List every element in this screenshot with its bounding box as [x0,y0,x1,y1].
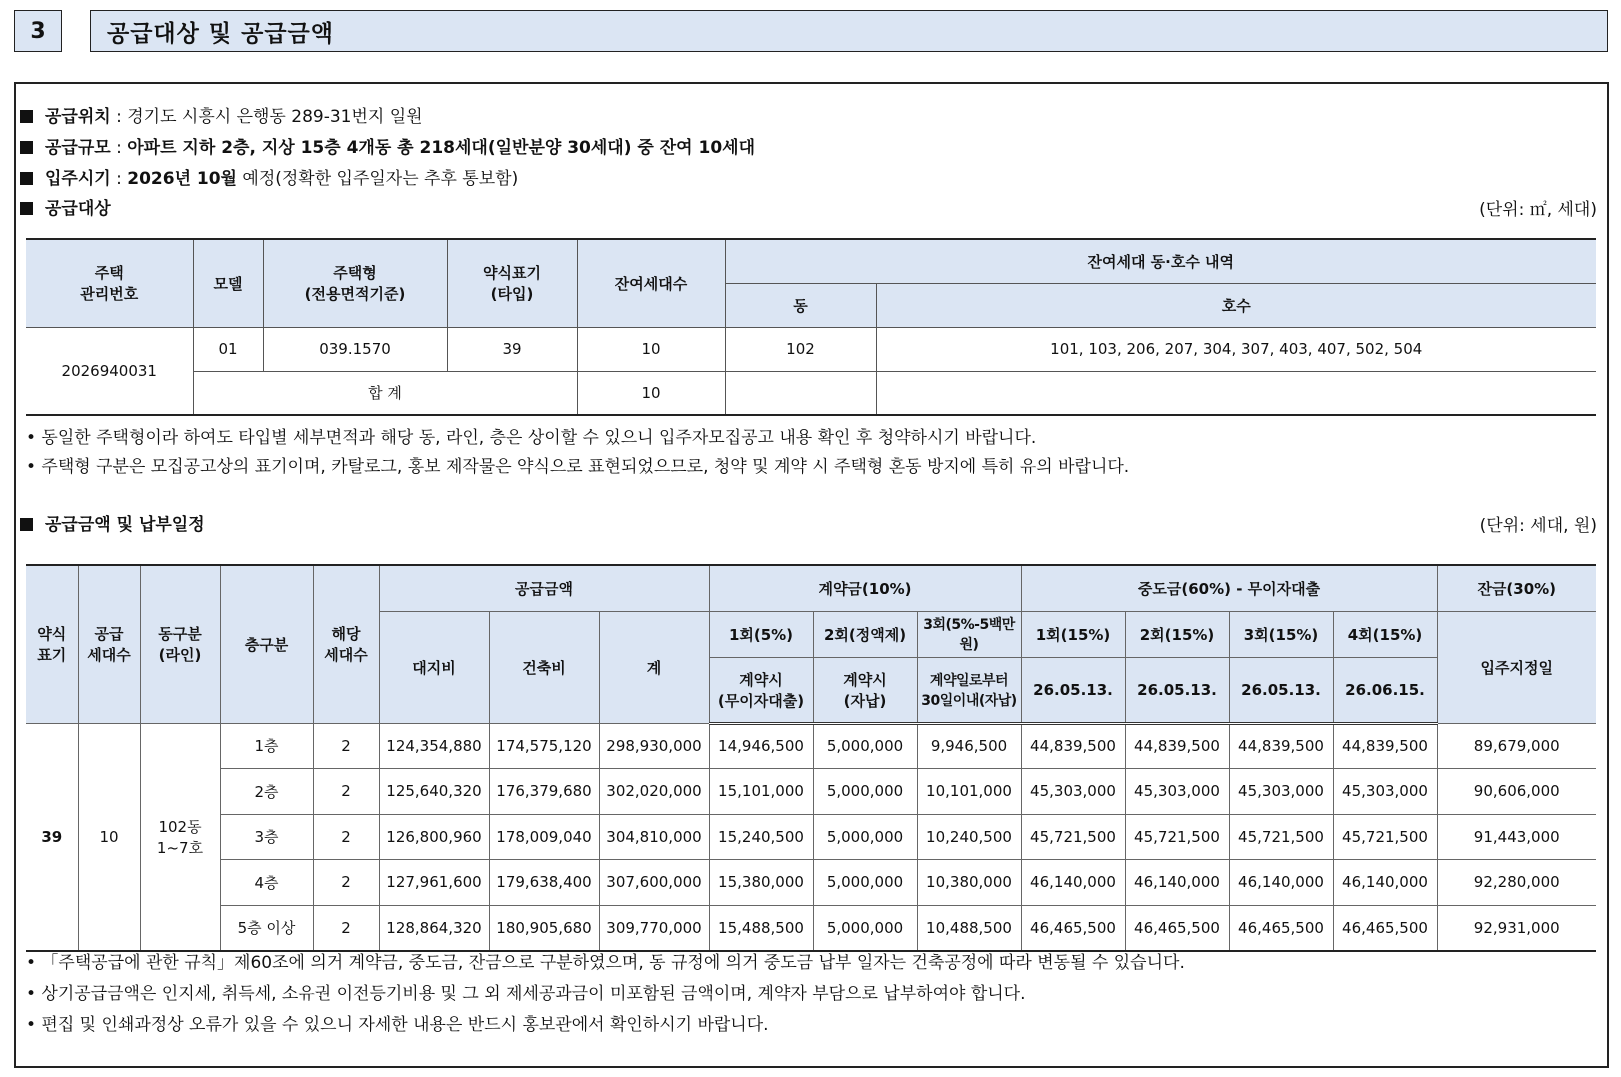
th-balance: 잔금(30%) [1437,565,1596,611]
th-remain: 잔여세대수 [577,239,725,327]
th-dong: 동 [725,283,876,327]
cell-m3: 46,465,500 [1229,905,1333,951]
cell-m2: 44,839,500 [1125,723,1229,769]
th-model: 모델 [193,239,263,327]
bullet-square-icon [20,172,33,185]
th-d3: 3회(5%-5백만원) [917,611,1021,657]
cell-bal: 91,443,000 [1437,814,1596,860]
th-dong-line: 동구분 (라인) [140,565,220,723]
cell-m1: 46,465,500 [1021,905,1125,951]
th-supply-count: 공급 세대수 [78,565,140,723]
cell-d3: 10,380,000 [917,860,1021,906]
cell-building: 178,009,040 [489,814,599,860]
bullet-square-icon [20,141,33,154]
th-abbr: 약식표기 (타입) [447,239,577,327]
cell-m1: 45,303,000 [1021,769,1125,815]
cell-count: 2 [313,723,379,769]
th-d1-when: 계약시 (무이자대출) [709,657,813,723]
note-line: • 편집 및 인쇄과정상 오류가 있을 수 있으니 자세한 내용은 반드시 홍보관에서 확인하시기 바랍니다. [26,1015,769,1035]
cell-total-dong [725,371,876,415]
cell-d1: 15,101,000 [709,769,813,815]
cell-m4: 45,303,000 [1333,769,1437,815]
cell-m3: 46,140,000 [1229,860,1333,906]
th-deposit: 계약금(10%) [709,565,1021,611]
cell-m2: 46,465,500 [1125,905,1229,951]
cell-count: 2 [313,769,379,815]
cell-bal: 90,606,000 [1437,769,1596,815]
th-detail: 잔여세대 동·호수 내역 [725,239,1596,283]
cell-model: 01 [193,327,263,371]
cell-dong-line: 102동 1~7호 [140,723,220,951]
note-line: • 상기공급금액은 인지세, 취득세, 소유권 이전등기비용 및 그 외 제세공과금이 미포함된 금액이며, 계약자 부담으로 납부하여야 합니다. [26,984,1026,1004]
cell-land: 128,864,320 [379,905,489,951]
cell-d1: 15,488,500 [709,905,813,951]
bullet-square-icon [20,202,33,215]
cell-building: 174,575,120 [489,723,599,769]
cell-d2: 5,000,000 [813,723,917,769]
th-balance-when: 입주지정일 [1437,611,1596,723]
th-m1-date: 26.05.13. [1021,657,1125,723]
cell-d3: 10,240,500 [917,814,1021,860]
info-scale: 공급규모 : 아파트 지하 2층, 지상 15층 4개동 총 218세대(일반분양 30세대) 중 잔여 10세대 [20,133,755,158]
th-d3-when: 계약일로부터 30일이내(자납) [917,657,1021,723]
table-row [26,814,1596,860]
cell-sum: 309,770,000 [599,905,709,951]
cell-abbr: 39 [447,327,577,371]
cell-count: 2 [313,905,379,951]
th-house-no: 주택 관리번호 [26,239,193,327]
table-row [26,769,1596,815]
cell-dong: 102 [725,327,876,371]
th-m3-date: 26.05.13. [1229,657,1333,723]
th-floor: 층구분 [220,565,313,723]
price-heading: 공급금액 및 납부일정 [20,510,205,535]
cell-building: 176,379,680 [489,769,599,815]
cell-m1: 46,140,000 [1021,860,1125,906]
th-m2: 2회(15%) [1125,611,1229,657]
cell-total-label: 합 계 [193,371,577,415]
price-table [26,564,1596,952]
note-line: • 주택형 구분은 모집공고상의 표기이며, 카탈로그, 홍보 제작물은 약식으로 표현되었으므로, 청약 및 계약 시 주택형 혼동 방지에 특히 유의 바랍니다. [26,457,1130,477]
th-middle: 중도금(60%) - 무이자대출 [1021,565,1437,611]
cell-sum: 304,810,000 [599,814,709,860]
supply-target-table [26,238,1596,416]
cell-supply-count: 10 [78,723,140,951]
cell-sum: 307,600,000 [599,860,709,906]
cell-sum: 302,020,000 [599,769,709,815]
cell-d1: 14,946,500 [709,723,813,769]
cell-m3: 44,839,500 [1229,723,1333,769]
cell-bal: 92,931,000 [1437,905,1596,951]
cell-building: 180,905,680 [489,905,599,951]
cell-d1: 15,380,000 [709,860,813,906]
th-d1: 1회(5%) [709,611,813,657]
cell-m1: 44,839,500 [1021,723,1125,769]
table-row [26,723,1596,769]
th-building: 건축비 [489,611,599,723]
th-m3: 3회(15%) [1229,611,1333,657]
target-unit: (단위: ㎡, 세대) [1479,200,1597,220]
cell-m4: 44,839,500 [1333,723,1437,769]
cell-land: 124,354,880 [379,723,489,769]
cell-floor: 2층 [220,769,313,815]
th-m1: 1회(15%) [1021,611,1125,657]
table-row [26,860,1596,906]
cell-total-ho [876,371,1596,415]
cell-d3: 10,101,000 [917,769,1021,815]
cell-m2: 45,303,000 [1125,769,1229,815]
th-d2: 2회(정액제) [813,611,917,657]
cell-ho: 101, 103, 206, 207, 304, 307, 403, 407, 502, 504 [876,327,1596,371]
th-supply-price: 공급금액 [379,565,709,611]
th-sum: 계 [599,611,709,723]
bullet-square-icon [20,518,33,531]
cell-floor: 4층 [220,860,313,906]
cell-m1: 45,721,500 [1021,814,1125,860]
cell-m4: 46,465,500 [1333,905,1437,951]
table-row [26,905,1596,951]
cell-m4: 45,721,500 [1333,814,1437,860]
cell-total-remain: 10 [577,371,725,415]
th-ho: 호수 [876,283,1596,327]
cell-house-no: 2026940031 [26,327,193,415]
cell-building: 179,638,400 [489,860,599,906]
cell-d2: 5,000,000 [813,769,917,815]
cell-land: 127,961,600 [379,860,489,906]
th-count: 해당 세대수 [313,565,379,723]
cell-floor: 1층 [220,723,313,769]
section-number: 3 [14,10,62,52]
bullet-square-icon [20,110,33,123]
cell-count: 2 [313,860,379,906]
cell-m3: 45,721,500 [1229,814,1333,860]
cell-d3: 9,946,500 [917,723,1021,769]
cell-floor: 3층 [220,814,313,860]
cell-floor: 5층 이상 [220,905,313,951]
cell-m3: 45,303,000 [1229,769,1333,815]
info-location: 공급위치 : 경기도 시흥시 은행동 289-31번지 일원 [20,102,423,127]
th-d2-when: 계약시 (자납) [813,657,917,723]
cell-d2: 5,000,000 [813,814,917,860]
th-m4: 4회(15%) [1333,611,1437,657]
note-line: • 「주택공급에 관한 규칙」제60조에 의거 계약금, 중도금, 잔금으로 구분하였으며, 동 규정에 의거 중도금 납부 일자는 건축공정에 따라 변동될 수 있습니다. [26,953,1185,973]
cell-remain: 10 [577,327,725,371]
cell-m2: 45,721,500 [1125,814,1229,860]
cell-d3: 10,488,500 [917,905,1021,951]
cell-d1: 15,240,500 [709,814,813,860]
cell-house-type: 039.1570 [263,327,447,371]
note-line: • 동일한 주택형이라 하여도 타입별 세부면적과 해당 동, 라인, 층은 상이할 수 있으니 입주자모집공고 내용 확인 후 청약하시기 바랍니다. [26,428,1037,448]
cell-land: 126,800,960 [379,814,489,860]
price-unit: (단위: 세대, 원) [1479,516,1597,536]
cell-sum: 298,930,000 [599,723,709,769]
info-move-in: 입주시기 : 2026년 10월 예정(정확한 입주일자는 추후 통보함) [20,164,518,189]
th-house-type: 주택형 (전용면적기준) [263,239,447,327]
cell-abbr: 39 [26,723,78,951]
cell-d2: 5,000,000 [813,860,917,906]
cell-m2: 46,140,000 [1125,860,1229,906]
cell-land: 125,640,320 [379,769,489,815]
cell-bal: 89,679,000 [1437,723,1596,769]
cell-d2: 5,000,000 [813,905,917,951]
cell-bal: 92,280,000 [1437,860,1596,906]
th-m2-date: 26.05.13. [1125,657,1229,723]
th-land: 대지비 [379,611,489,723]
info-target-heading: 공급대상 [20,194,111,219]
cell-m4: 46,140,000 [1333,860,1437,906]
cell-count: 2 [313,814,379,860]
section-title: 공급대상 및 공급금액 [90,10,1608,52]
th-m4-date: 26.06.15. [1333,657,1437,723]
th-abbr: 약식 표기 [26,565,78,723]
